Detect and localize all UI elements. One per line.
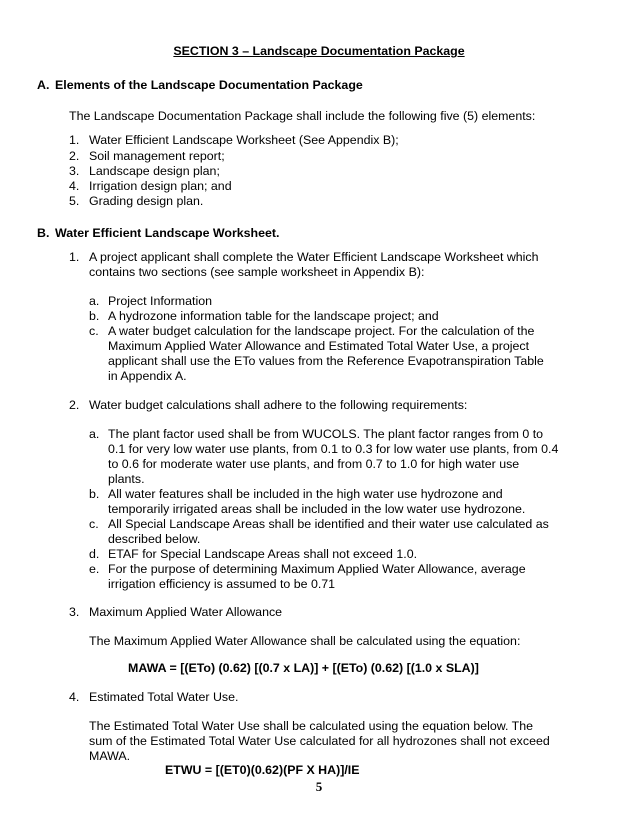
page-number: 5 bbox=[315, 779, 323, 794]
sub-item-line: temporarily irrigated areas shall be included in the low water use hydrozone. bbox=[108, 502, 526, 516]
list-item-number: 5. bbox=[69, 194, 80, 208]
sub-item-line: to 0.6 for moderate water use plants, and from 0.7 to 1.0 for high water use bbox=[108, 457, 520, 471]
sub-item-letter: d. bbox=[89, 547, 100, 561]
sub-item-line: Project Information bbox=[108, 294, 212, 308]
paragraph-line: Estimated Total Water Use. bbox=[89, 690, 239, 704]
etwu-equation: ETWU = [(ET0)(0.62)(PF X HA)]/IE bbox=[165, 763, 360, 777]
sub-item-letter: c. bbox=[89, 517, 99, 531]
section-a-heading: Elements of the Landscape Documentation Package bbox=[55, 78, 363, 92]
sub-item-letter: c. bbox=[89, 324, 99, 338]
sub-item-line: For the purpose of determining Maximum Applied Water Allowance, average bbox=[108, 562, 526, 576]
list-item-number: 4. bbox=[69, 179, 80, 193]
list-item-number: 1. bbox=[69, 133, 80, 147]
sub-item-line: A water budget calculation for the landscape project. For the calculation of the bbox=[108, 324, 535, 338]
sub-item-letter: a. bbox=[89, 294, 100, 308]
section-a-letter: A. bbox=[37, 78, 50, 92]
sub-item-line: irrigation efficiency is assumed to be 0.71 bbox=[108, 577, 336, 591]
sub-item-letter: e. bbox=[89, 562, 100, 576]
item-number: 1. bbox=[69, 250, 80, 264]
paragraph-line: The Estimated Total Water Use shall be calculated using the equation below. The bbox=[89, 719, 534, 733]
paragraph-line: The Maximum Applied Water Allowance shall be calculated using the equation: bbox=[89, 634, 521, 648]
paragraph-line: A project applicant shall complete the Water Efficient Landscape Worksheet which bbox=[89, 250, 539, 264]
item-number: 3. bbox=[69, 605, 80, 619]
list-item: Grading design plan. bbox=[89, 194, 204, 208]
list-item-number: 2. bbox=[69, 149, 80, 163]
sub-item-line: applicant shall use the ETo values from the Reference Evapotranspiration Table bbox=[108, 354, 544, 368]
list-item: Landscape design plan; bbox=[89, 164, 220, 178]
list-item: Water Efficient Landscape Worksheet (See Appendix B); bbox=[89, 133, 399, 147]
mawa-equation: MAWA = [(ETo) (0.62) [(0.7 x LA)] + [(ETo) (0.62) [(1.0 x SLA)] bbox=[128, 661, 479, 675]
sub-item-line: A hydrozone information table for the landscape project; and bbox=[108, 309, 439, 323]
sub-item-letter: b. bbox=[89, 487, 100, 501]
section-title: SECTION 3 – Landscape Documentation Package bbox=[173, 44, 465, 58]
sub-item-line: plants. bbox=[108, 472, 145, 486]
sub-item-line: All Special Landscape Areas shall be identified and their water use calculated as bbox=[108, 517, 549, 531]
sub-item-line: All water features shall be included in the high water use hydrozone and bbox=[108, 487, 503, 501]
list-item-number: 3. bbox=[69, 164, 80, 178]
section-b-heading: Water Efficient Landscape Worksheet. bbox=[55, 226, 280, 240]
item-number: 2. bbox=[69, 398, 80, 412]
paragraph-line: sum of the Estimated Total Water Use calculated for all hydrozones shall not exceed bbox=[89, 734, 550, 748]
sub-item-line: in Appendix A. bbox=[108, 369, 187, 383]
sub-item-letter: a. bbox=[89, 427, 100, 441]
paragraph-line: Maximum Applied Water Allowance bbox=[89, 605, 283, 619]
sub-item-line: Maximum Applied Water Allowance and Estimated Total Water Use, a project bbox=[108, 339, 530, 353]
paragraph-line: contains two sections (see sample worksheet in Appendix B): bbox=[89, 265, 425, 279]
item-number: 4. bbox=[69, 690, 80, 704]
list-item: Irrigation design plan; and bbox=[89, 179, 232, 193]
sub-item-line: ETAF for Special Landscape Areas shall not exceed 1.0. bbox=[108, 547, 418, 561]
list-item: Soil management report; bbox=[89, 149, 225, 163]
section-a-intro: The Landscape Documentation Package shall include the following five (5) elements: bbox=[69, 109, 536, 123]
sub-item-line: described below. bbox=[108, 532, 201, 546]
paragraph-line: Water budget calculations shall adhere to the following requirements: bbox=[89, 398, 468, 412]
sub-item-line: The plant factor used shall be from WUCOLS. The plant factor ranges from 0 to bbox=[108, 427, 544, 441]
sub-item-letter: b. bbox=[89, 309, 100, 323]
sub-item-line: 0.1 for very low water use plants, from 0.1 to 0.3 for low water use plants, from 0.4 bbox=[108, 442, 559, 456]
section-b-letter: B. bbox=[37, 226, 50, 240]
paragraph-line: MAWA. bbox=[89, 749, 131, 763]
